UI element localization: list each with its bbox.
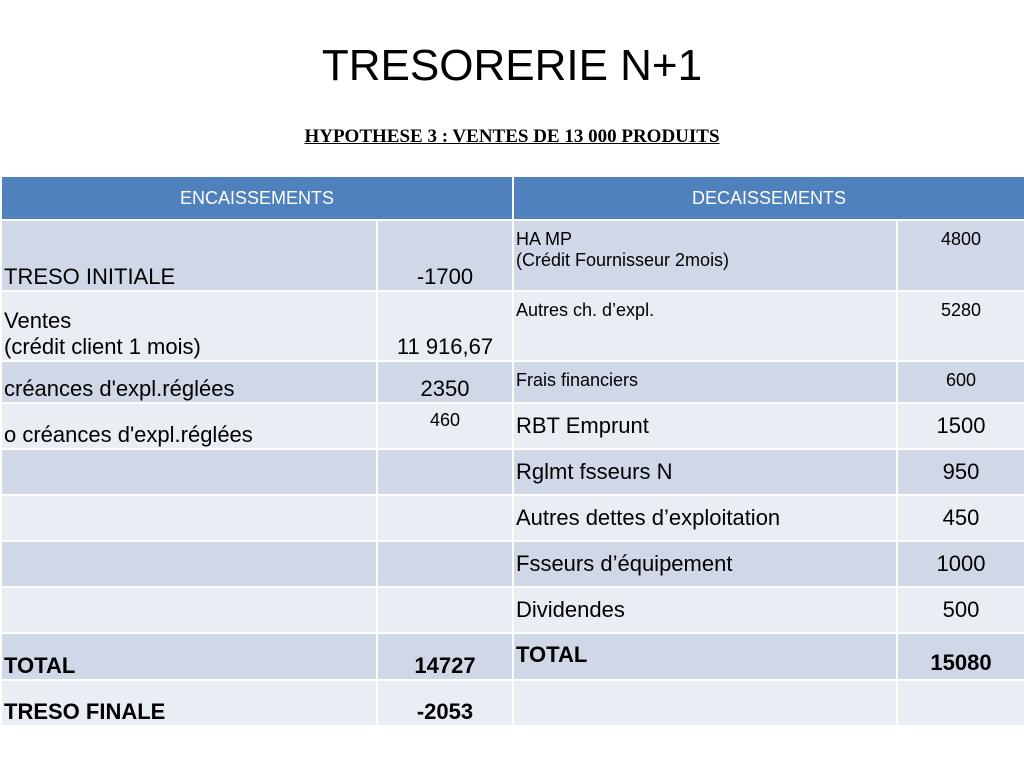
enc-label: TRESO INITIALE xyxy=(1,220,377,291)
dec-label: Autres ch. d’expl. xyxy=(513,291,897,361)
dec-label: RBT Emprunt xyxy=(513,403,897,449)
enc-label xyxy=(1,587,377,633)
enc-label xyxy=(1,291,377,361)
dec-value: 500 xyxy=(897,587,1024,633)
enc-label xyxy=(1,449,377,495)
enc-value xyxy=(377,495,513,541)
enc-value: -1700 xyxy=(377,220,513,291)
enc-value xyxy=(377,449,513,495)
enc-value: 11 916,67 xyxy=(377,291,513,361)
enc-label-line-1: Ventes xyxy=(4,308,72,333)
dec-total-label: TOTAL xyxy=(513,633,897,680)
table-row xyxy=(1,587,1024,633)
enc-label xyxy=(1,495,377,541)
dec-label: Frais financiers xyxy=(513,361,897,403)
total-row xyxy=(1,633,1024,680)
enc-label xyxy=(1,541,377,587)
slide-subtitle: HYPOTHESE 3 : VENTES DE 13 000 PRODUITS xyxy=(304,126,720,147)
dec-label: Dividendes xyxy=(513,587,897,633)
dec-label-line-2: (Crédit Fournisseur 2mois) xyxy=(516,250,730,270)
enc-value xyxy=(377,587,513,633)
dec-value: 950 xyxy=(897,449,1024,495)
table-row xyxy=(1,541,1024,587)
dec-label: Fsseurs d’équipement xyxy=(513,541,897,587)
treso-finale-value: -2053 xyxy=(377,680,513,726)
treasury-table xyxy=(0,175,1024,727)
dec-value: 1500 xyxy=(897,403,1024,449)
final-row xyxy=(1,680,1024,726)
enc-label: o créances d'expl.réglées xyxy=(1,403,377,449)
empty-cell xyxy=(513,680,897,726)
enc-total-label: TOTAL xyxy=(1,633,377,680)
table-row xyxy=(1,361,1024,403)
table-header-row xyxy=(1,176,1024,220)
dec-label: Autres dettes d’exploitation xyxy=(513,495,897,541)
dec-value: 1000 xyxy=(897,541,1024,587)
empty-cell xyxy=(897,680,1024,726)
dec-value: 600 xyxy=(897,361,1024,403)
table-row xyxy=(1,449,1024,495)
enc-value: 2350 xyxy=(377,361,513,403)
dec-label xyxy=(513,220,897,291)
enc-value xyxy=(377,541,513,587)
header-encaissements: ENCAISSEMENTS xyxy=(1,176,513,220)
dec-label: Rglmt fsseurs N xyxy=(513,449,897,495)
table-row xyxy=(1,220,1024,291)
enc-value: 460 xyxy=(377,403,513,449)
dec-total-value: 15080 xyxy=(897,633,1024,680)
slide-title: TRESORERIE N+1 xyxy=(321,41,703,90)
treso-finale-label: TRESO FINALE xyxy=(1,680,377,726)
enc-label-line-2: (crédit client 1 mois) xyxy=(4,334,201,359)
table-row xyxy=(1,495,1024,541)
header-decaissements: DECAISSEMENTS xyxy=(513,176,1024,220)
enc-total-value: 14727 xyxy=(377,633,513,680)
table-row xyxy=(1,403,1024,449)
dec-value: 450 xyxy=(897,495,1024,541)
dec-label-line-1: HA MP xyxy=(516,229,573,249)
dec-value: 5280 xyxy=(897,291,1024,361)
dec-value: 4800 xyxy=(897,220,1024,291)
enc-label: créances d'expl.réglées xyxy=(1,361,377,403)
table-row xyxy=(1,291,1024,361)
